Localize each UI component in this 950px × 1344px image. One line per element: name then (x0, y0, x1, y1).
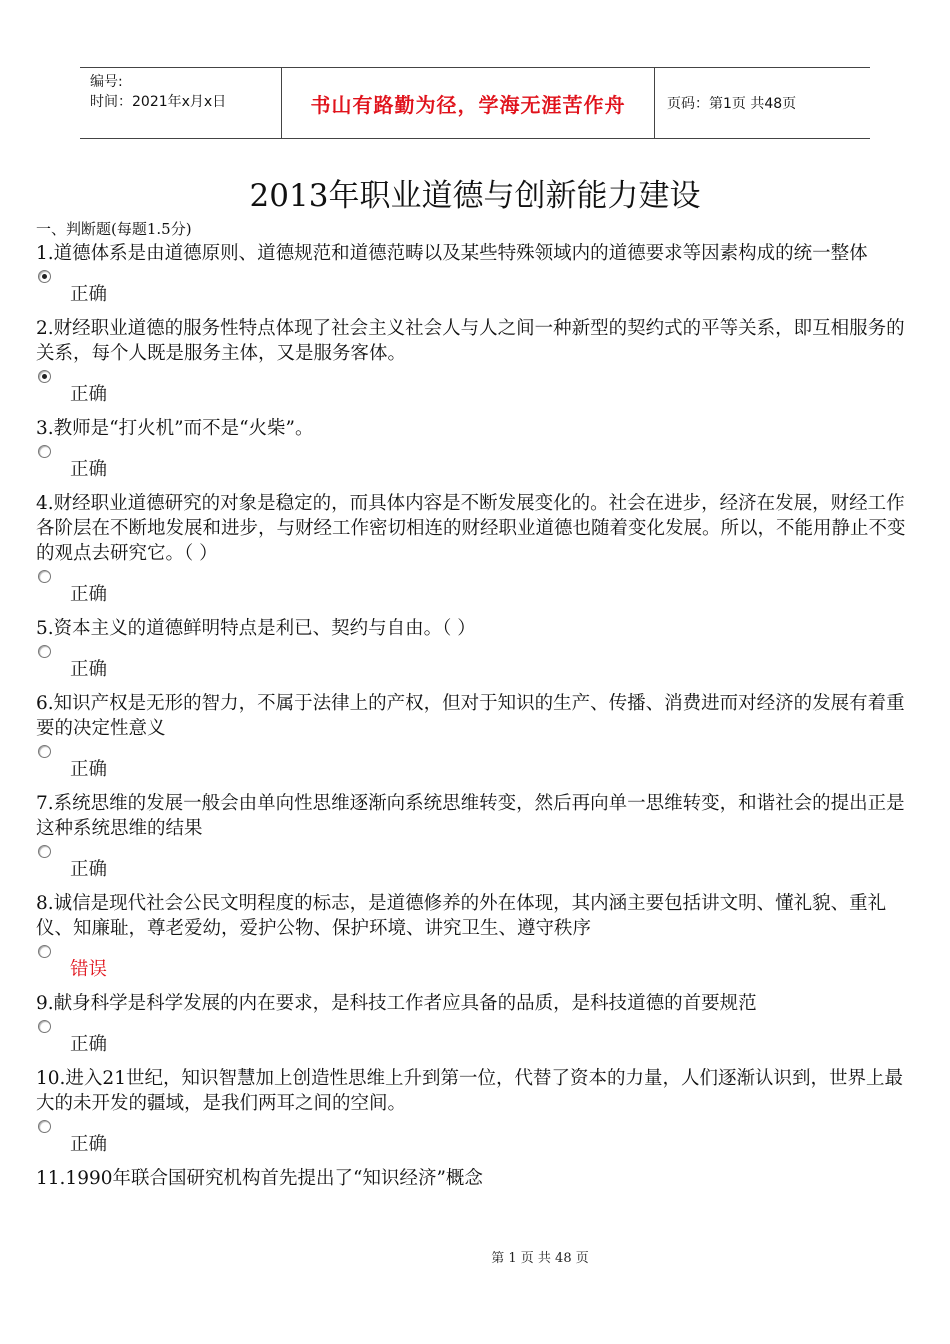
question-item (36, 791, 906, 881)
answer-row (36, 741, 906, 781)
question-item (36, 991, 906, 1056)
header-page-info: 页码：第1页 共48页 (667, 96, 797, 112)
radio-button[interactable] (38, 845, 51, 858)
question-item (36, 491, 906, 606)
radio-button[interactable] (38, 570, 51, 583)
answer-row (36, 941, 906, 981)
radio-button[interactable] (38, 370, 51, 383)
answer-row (36, 1016, 906, 1056)
answer-row (36, 1116, 906, 1156)
radio-button[interactable] (38, 945, 51, 958)
answer-label: 正确 (70, 1034, 108, 1055)
question-item (36, 1166, 906, 1191)
radio-button[interactable] (38, 1120, 51, 1133)
answer-label: 错误 (70, 959, 108, 980)
question-text: 11.1990年联合国研究机构首先提出了“知识经济”概念 (36, 1168, 483, 1189)
answer-label: 正确 (70, 759, 108, 780)
answer-label: 正确 (70, 284, 108, 305)
question-text: 1.道德体系是由道德原则、道德规范和道德范畴以及某些特殊领域内的道德要求等因素构成的统一整体 (36, 243, 868, 264)
number-label: 编号: (90, 74, 123, 90)
answer-label: 正确 (70, 659, 108, 680)
answer-label: 正确 (70, 384, 108, 405)
question-text: 3.教师是“打火机”而不是“火柴”。 (36, 418, 314, 439)
question-item (36, 1066, 906, 1156)
question-item (36, 691, 906, 781)
question-text: 4.财经职业道德研究的对象是稳定的，而具体内容是不断发展变化的。社会在进步，经济在发展，财经工作各阶层在不断地发展和进步，与财经工作密切相连的财经职业道德也随着变化发展。所以，不能用静止不变的观点去研究它。（ ） (36, 493, 906, 564)
radio-button[interactable] (38, 445, 51, 458)
radio-button[interactable] (38, 745, 51, 758)
time-label: 时间：2021年x月x日 (90, 94, 227, 110)
question-text: 6.知识产权是无形的智力，不属于法律上的产权，但对于知识的生产、传播、消费进而对经济的发展有着重要的决定性意义 (36, 693, 905, 739)
header-meta (80, 68, 282, 138)
answer-label: 正确 (70, 859, 108, 880)
question-list (36, 218, 906, 1201)
question-item (36, 891, 906, 981)
radio-button[interactable] (38, 645, 51, 658)
section-heading: 一、判断题(每题1.5分) (36, 220, 192, 238)
question-item (36, 416, 906, 481)
answer-row (36, 441, 906, 481)
page-footer: 第 1 页 共 48 页 (491, 1251, 589, 1266)
question-text: 9.献身科学是科学发展的内在要求，是科技工作者应具备的品质，是科技道德的首要规范 (36, 993, 757, 1014)
answer-label: 正确 (70, 1134, 108, 1155)
question-item (36, 316, 906, 406)
question-text: 7.系统思维的发展一般会由单向性思维逐渐向系统思维转变，然后再向单一思维转变，和谐社会的提出正是这种系统思维的结果 (36, 793, 905, 839)
question-text: 2.财经职业道德的服务性特点体现了社会主义社会人与人之间一种新型的契约式的平等关系，即互相服务的关系，每个人既是服务主体，又是服务客体。 (36, 318, 905, 364)
answer-label: 正确 (70, 584, 108, 605)
answer-label: 正确 (70, 459, 108, 480)
question-text: 5.资本主义的道德鲜明特点是利已、契约与自由。（ ） (36, 618, 476, 639)
answer-row (36, 566, 906, 606)
question-text: 10.进入21世纪，知识智慧加上创造性思维上升到第一位，代替了资本的力量，人们逐渐认识到，世界上最大的未开发的疆域，是我们两耳之间的空间。 (36, 1068, 903, 1114)
answer-row (36, 841, 906, 881)
document-title: 2013年职业道德与创新能力建设 (249, 178, 701, 214)
answer-row (36, 266, 906, 306)
question-item (36, 241, 906, 306)
answer-row (36, 366, 906, 406)
radio-button[interactable] (38, 1020, 51, 1033)
answer-row (36, 641, 906, 681)
question-item (36, 616, 906, 681)
page-header (80, 67, 870, 139)
radio-button[interactable] (38, 270, 51, 283)
question-text: 8.诚信是现代社会公民文明程度的标志，是道德修养的外在体现，其内涵主要包括讲文明、懂礼貌、重礼仪、知廉耻，尊老爱幼，爱护公物、保护环境、讲究卫生、遵守秩序 (36, 893, 887, 939)
header-motto: 书山有路勤为径，学海无涯苦作舟 (282, 68, 655, 138)
